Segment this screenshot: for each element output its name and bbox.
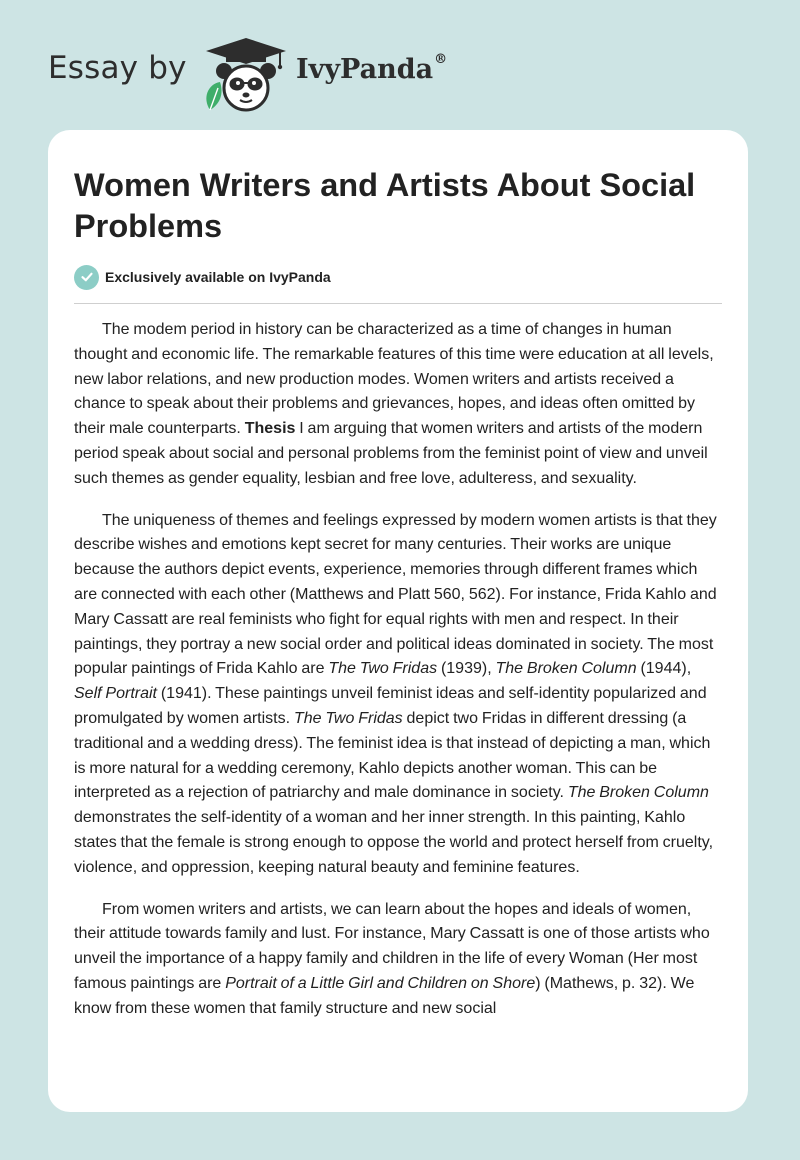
page-title: Women Writers and Artists About Social Problems <box>74 167 696 244</box>
brand-prefix: Essay by <box>48 50 187 86</box>
work-title-text: The Two Fridas <box>293 709 403 727</box>
paragraph-text: (1941). These paintings unveil feminist ideas and self-identity popularized and promulgated by women artists. <box>74 685 707 727</box>
brand-name-text: IvyPanda <box>296 54 434 85</box>
essay-paragraph <box>74 898 722 1022</box>
paragraph-text: The modem period in history can be characterized as a time of changes in human thought and economic life. The remarkable features of this time were education at all levels, new labor relations, and new production modes. Women writers and artists received a chance to speak about their problems and grievances, hopes, and ideas often omitted by their male counterparts. <box>74 321 714 438</box>
paragraph-text: demonstrates the self-identity of a woman and her inner strength. In this painting, Kahlo states that the female is strong enough to oppose the world and protect herself from cruelty, violence, and oppression, keeping natural beauty and feminine features. <box>74 809 714 876</box>
exclusive-badge <box>74 264 331 290</box>
paragraph-text: ) (Mathews, p. 32). We know from these women that family structure and new social <box>74 974 695 1017</box>
work-title-text: The Broken Column <box>567 784 709 802</box>
work-title-text: The Broken Column <box>495 660 637 678</box>
work-title-text: Portrait of a Little Girl and Children on Shore <box>225 974 536 992</box>
paragraph-text: (1944), <box>636 660 692 678</box>
registered-mark: ® <box>434 52 448 67</box>
divider <box>74 303 722 304</box>
essay-card <box>48 130 748 1112</box>
paragraph-text: depict two Fridas in different dressing (a traditional and a wedding dress). The feminist idea is that instead of depicting a man, which is more natural for a wedding ceremony, Kahlo depicts another woman. This can be interpreted as a rejection of patriarchy and male dominance in society. <box>74 709 711 802</box>
panda-graduate-logo-icon[interactable] <box>200 36 292 112</box>
essay-paragraph <box>74 509 722 881</box>
bold-text: Thesis <box>244 420 296 438</box>
essay-body <box>74 318 722 1039</box>
check-circle-icon <box>74 265 99 290</box>
site-header <box>0 0 800 130</box>
essay-paragraph <box>74 318 722 492</box>
paragraph-text: The uniqueness of themes and feelings expressed by modern women artists is that they describe wishes and emotions kept secret for many centuries. Their works are unique because the authors depict events, experience, memories through different frames which are connected with each other (Matthews and Platt 560, 562). For instance, Frida Kahlo and Mary Cassatt are real feminists who fight for equal rights with men and respect. In their paintings, they portray a new social order and political ideas dominated in society. The most popular paintings of Frida Kahlo are <box>74 511 717 678</box>
paragraph-text: (1939), <box>437 660 496 678</box>
badge-label: Exclusively available on IvyPanda <box>105 269 331 285</box>
paragraph-text: I am arguing that women writers and artists of the modern period speak about social and personal problems from the feminist point of view and unveil such themes as gender equality, lesbian and free love, adulteress, and sexuality. <box>74 420 708 487</box>
work-title-text: The Two Fridas <box>328 660 438 678</box>
paragraph-text: From women writers and artists, we can learn about the hopes and ideals of women, their attitude towards family and lust. For instance, Mary Cassatt is one of those artists who unveil the importance of a happy family and children in the life of every Woman (Her most famous paintings are <box>74 900 710 992</box>
brand-name <box>296 54 447 85</box>
work-title-text: Self Portrait <box>74 685 157 703</box>
